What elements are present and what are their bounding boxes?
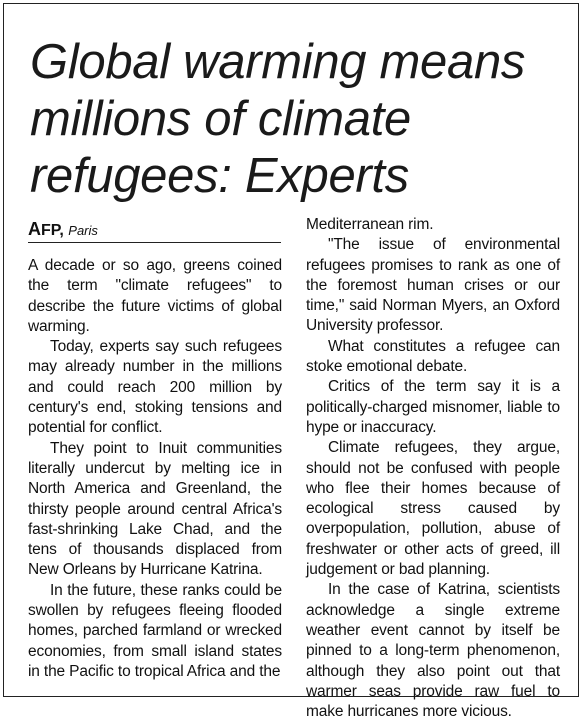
paragraph: A decade or so ago, greens coined the term "climate refugees" to describe the future victims of global warming. [28,257,282,335]
byline-agency: AFP, [28,219,64,239]
paragraph: "The issue of environmental refugees promises to rank as one of the foremost human crises or our time," said Norman Myers, an Oxford University professor. [306,236,560,335]
byline [28,219,278,241]
paragraph: Climate refugees, they argue, should not be confused with people who flee their homes because of ecological stress caused by overpopulation, pollution, abuse of freshwater or other acts of greed, ill judgement or bad planning. [306,439,560,579]
paragraph: They point to Inuit communities literally undercut by melting ice in North America and Greenland, the thirsty people around central Africa's fast-shrinking Lake Chad, and the tens of thousands displaced from New Orleans by Hurricane Katrina. [28,439,282,579]
article-column-left [28,256,282,682]
byline-place: Paris [68,223,98,238]
paragraph: What constitutes a refugee can stoke emotional debate. [306,337,560,376]
paragraph: Mediterranean rim. [306,216,434,233]
article-column-right [306,215,560,722]
paragraph: In the future, these ranks could be swollen by refugees fleeing flooded homes, parched farmland or wrecked economies, from small island states in the Pacific to tropical Africa and the [28,581,282,680]
paragraph: Critics of the term say it is a politically-charged misnomer, liable to hype or inaccuracy. [306,378,560,436]
paragraph: In the case of Katrina, scientists acknowledge a single extreme weather event cannot by itself be pinned to a long-term phenomenon, although they also point out that warmer seas provide raw fuel to make hurricanes more vicious. [306,581,560,721]
paragraph: Today, experts say such refugees may already number in the millions and could reach 200 million by century's end, stoking tensions and potential for conflict. [28,338,282,437]
headline: Global warming means millions of climate refugees: Experts [30,35,526,203]
byline-divider [28,242,281,243]
